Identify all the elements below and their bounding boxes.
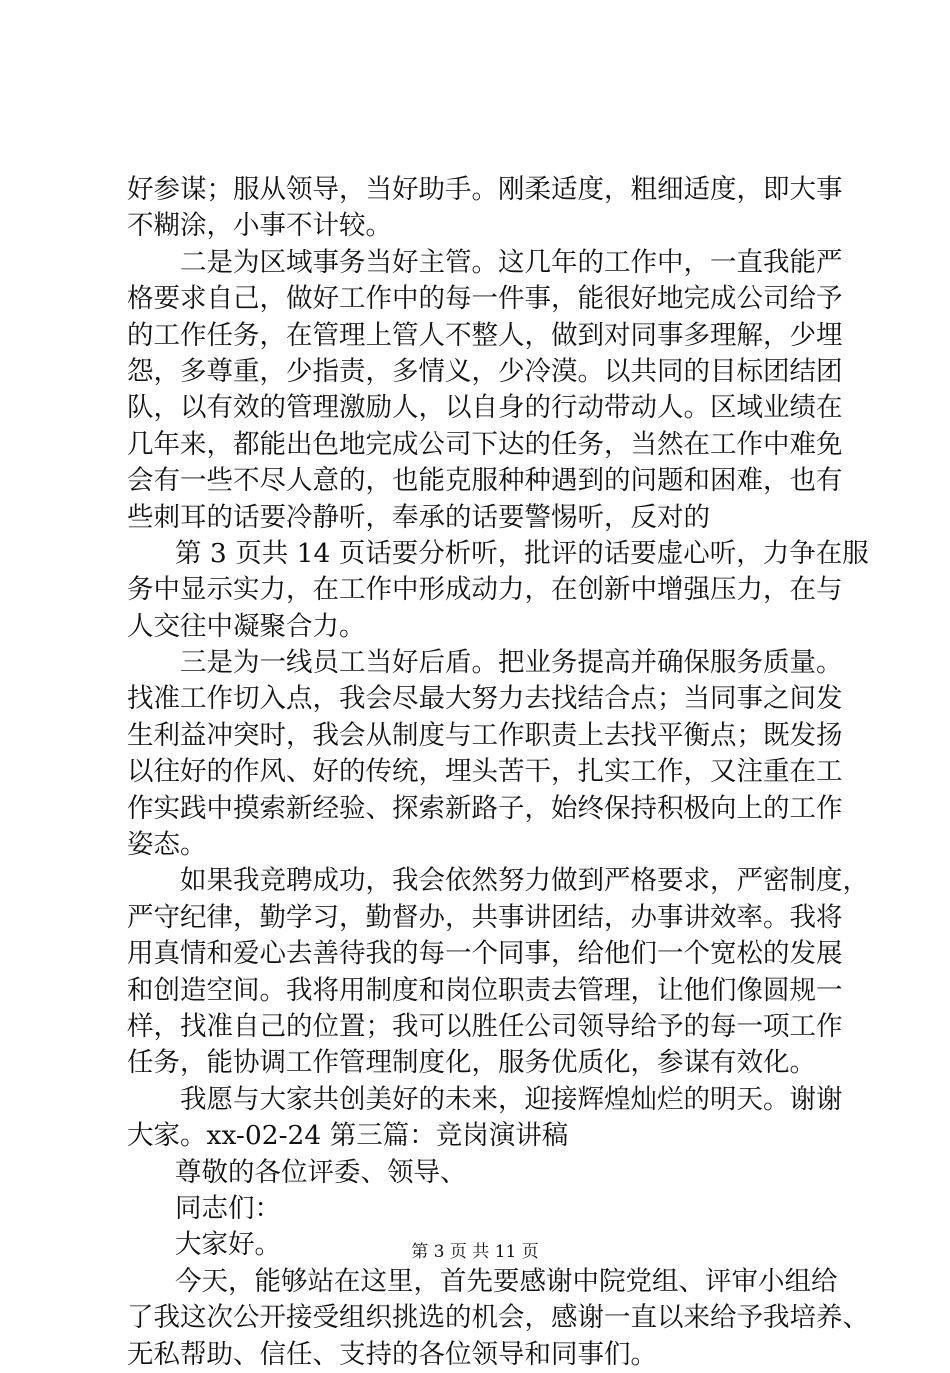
salutation: 同志们：: [175, 1192, 281, 1224]
text-line: 任务，能协调工作管理制度化，服务优质化，参谋有效化。: [127, 1047, 816, 1079]
paragraph-start: 今天，能够站在这里，首先要感谢中院党组、评审小组给: [175, 1265, 838, 1297]
text-line: 找准工作切入点，我会尽最大努力去找结合点；当同事之间发: [127, 683, 843, 715]
text-line: 用真情和爱心去善待我的每一个同事，给他们一个宽松的发展: [127, 938, 843, 970]
paragraph-start: 三是为一线员工当好后盾。把业务提高并确保服务质量。: [180, 647, 843, 679]
document-body: [127, 172, 869, 1373]
text-line: 几年来，都能出色地完成公司下达的任务，当然在工作中难免: [127, 428, 843, 460]
text-line: 会有一些不尽人意的，也能克服种种遇到的问题和困难，也有: [127, 465, 843, 497]
paragraph-start: 如果我竞聘成功，我会依然努力做到严格要求，严密制度，: [180, 865, 869, 897]
text-line: 大家。xx-02-24 第三篇：竞岗演讲稿: [127, 1120, 569, 1152]
text-line: 怨，多尊重，少指责，多情义，少冷漠。以共同的目标团结团: [127, 355, 843, 387]
page-number-footer: 第 3 页 共 11 页: [411, 1242, 539, 1262]
text-line: 好参谋；服从领导，当好助手。刚柔适度，粗细适度，即大事: [127, 174, 843, 205]
text-line: 人交往中凝聚合力。: [127, 610, 366, 642]
text-line: 以往好的作风、好的传统，埋头苦干，扎实工作，又注重在工: [127, 756, 843, 788]
text-line: 了我这次公开接受组织挑选的机会，感谢一直以来给予我培养、: [127, 1302, 869, 1334]
text-line: 些刺耳的话要冷静听，奉承的话要警惕听，反对的: [127, 501, 710, 533]
text-line: 样，找准自己的位置；我可以胜任公司领导给予的每一项工作: [127, 1010, 843, 1042]
salutation: 尊敬的各位评委、领导、: [175, 1156, 467, 1188]
text-line: 的工作任务，在管理上管人不整人，做到对同事多理解，少埋: [127, 319, 843, 351]
text-line: 姿态。: [127, 829, 207, 861]
paragraph-start: 二是为区域事务当好主管。这几年的工作中，一直我能严: [180, 246, 843, 278]
paragraph-start: 我愿与大家共创美好的未来，迎接辉煌灿烂的明天。谢谢: [180, 1083, 843, 1115]
greeting: 大家好。: [175, 1229, 281, 1261]
text-line: 严守纪律，勤学习，勤督办，共事讲团结，办事讲效率。我将: [127, 901, 843, 933]
text-line: 生利益冲突时，我会从制度与工作职责上去找平衡点；既发扬: [127, 719, 843, 751]
text-line: 不糊涂，小事不计较。: [127, 210, 392, 242]
text-line: 作实践中摸索新经验、探索新路子，始终保持积极向上的工作: [127, 792, 843, 824]
text-line: 和创造空间。我将用制度和岗位职责去管理，让他们像圆规一: [127, 974, 843, 1006]
text-line: 无私帮助、信任、支持的各位领导和同事们。: [127, 1338, 657, 1370]
text-line: 格要求自己，做好工作中的每一件事，能很好地完成公司给予: [127, 283, 843, 315]
text-line: 务中显示实力，在工作中形成动力，在创新中增强压力，在与: [127, 574, 843, 606]
paragraph-start: 第 3 页共 14 页话要分析听，批评的话要虚心听，力争在服: [175, 537, 869, 569]
text-line: 队，以有效的管理激励人，以自身的行动带动人。区域业绩在: [127, 392, 843, 424]
